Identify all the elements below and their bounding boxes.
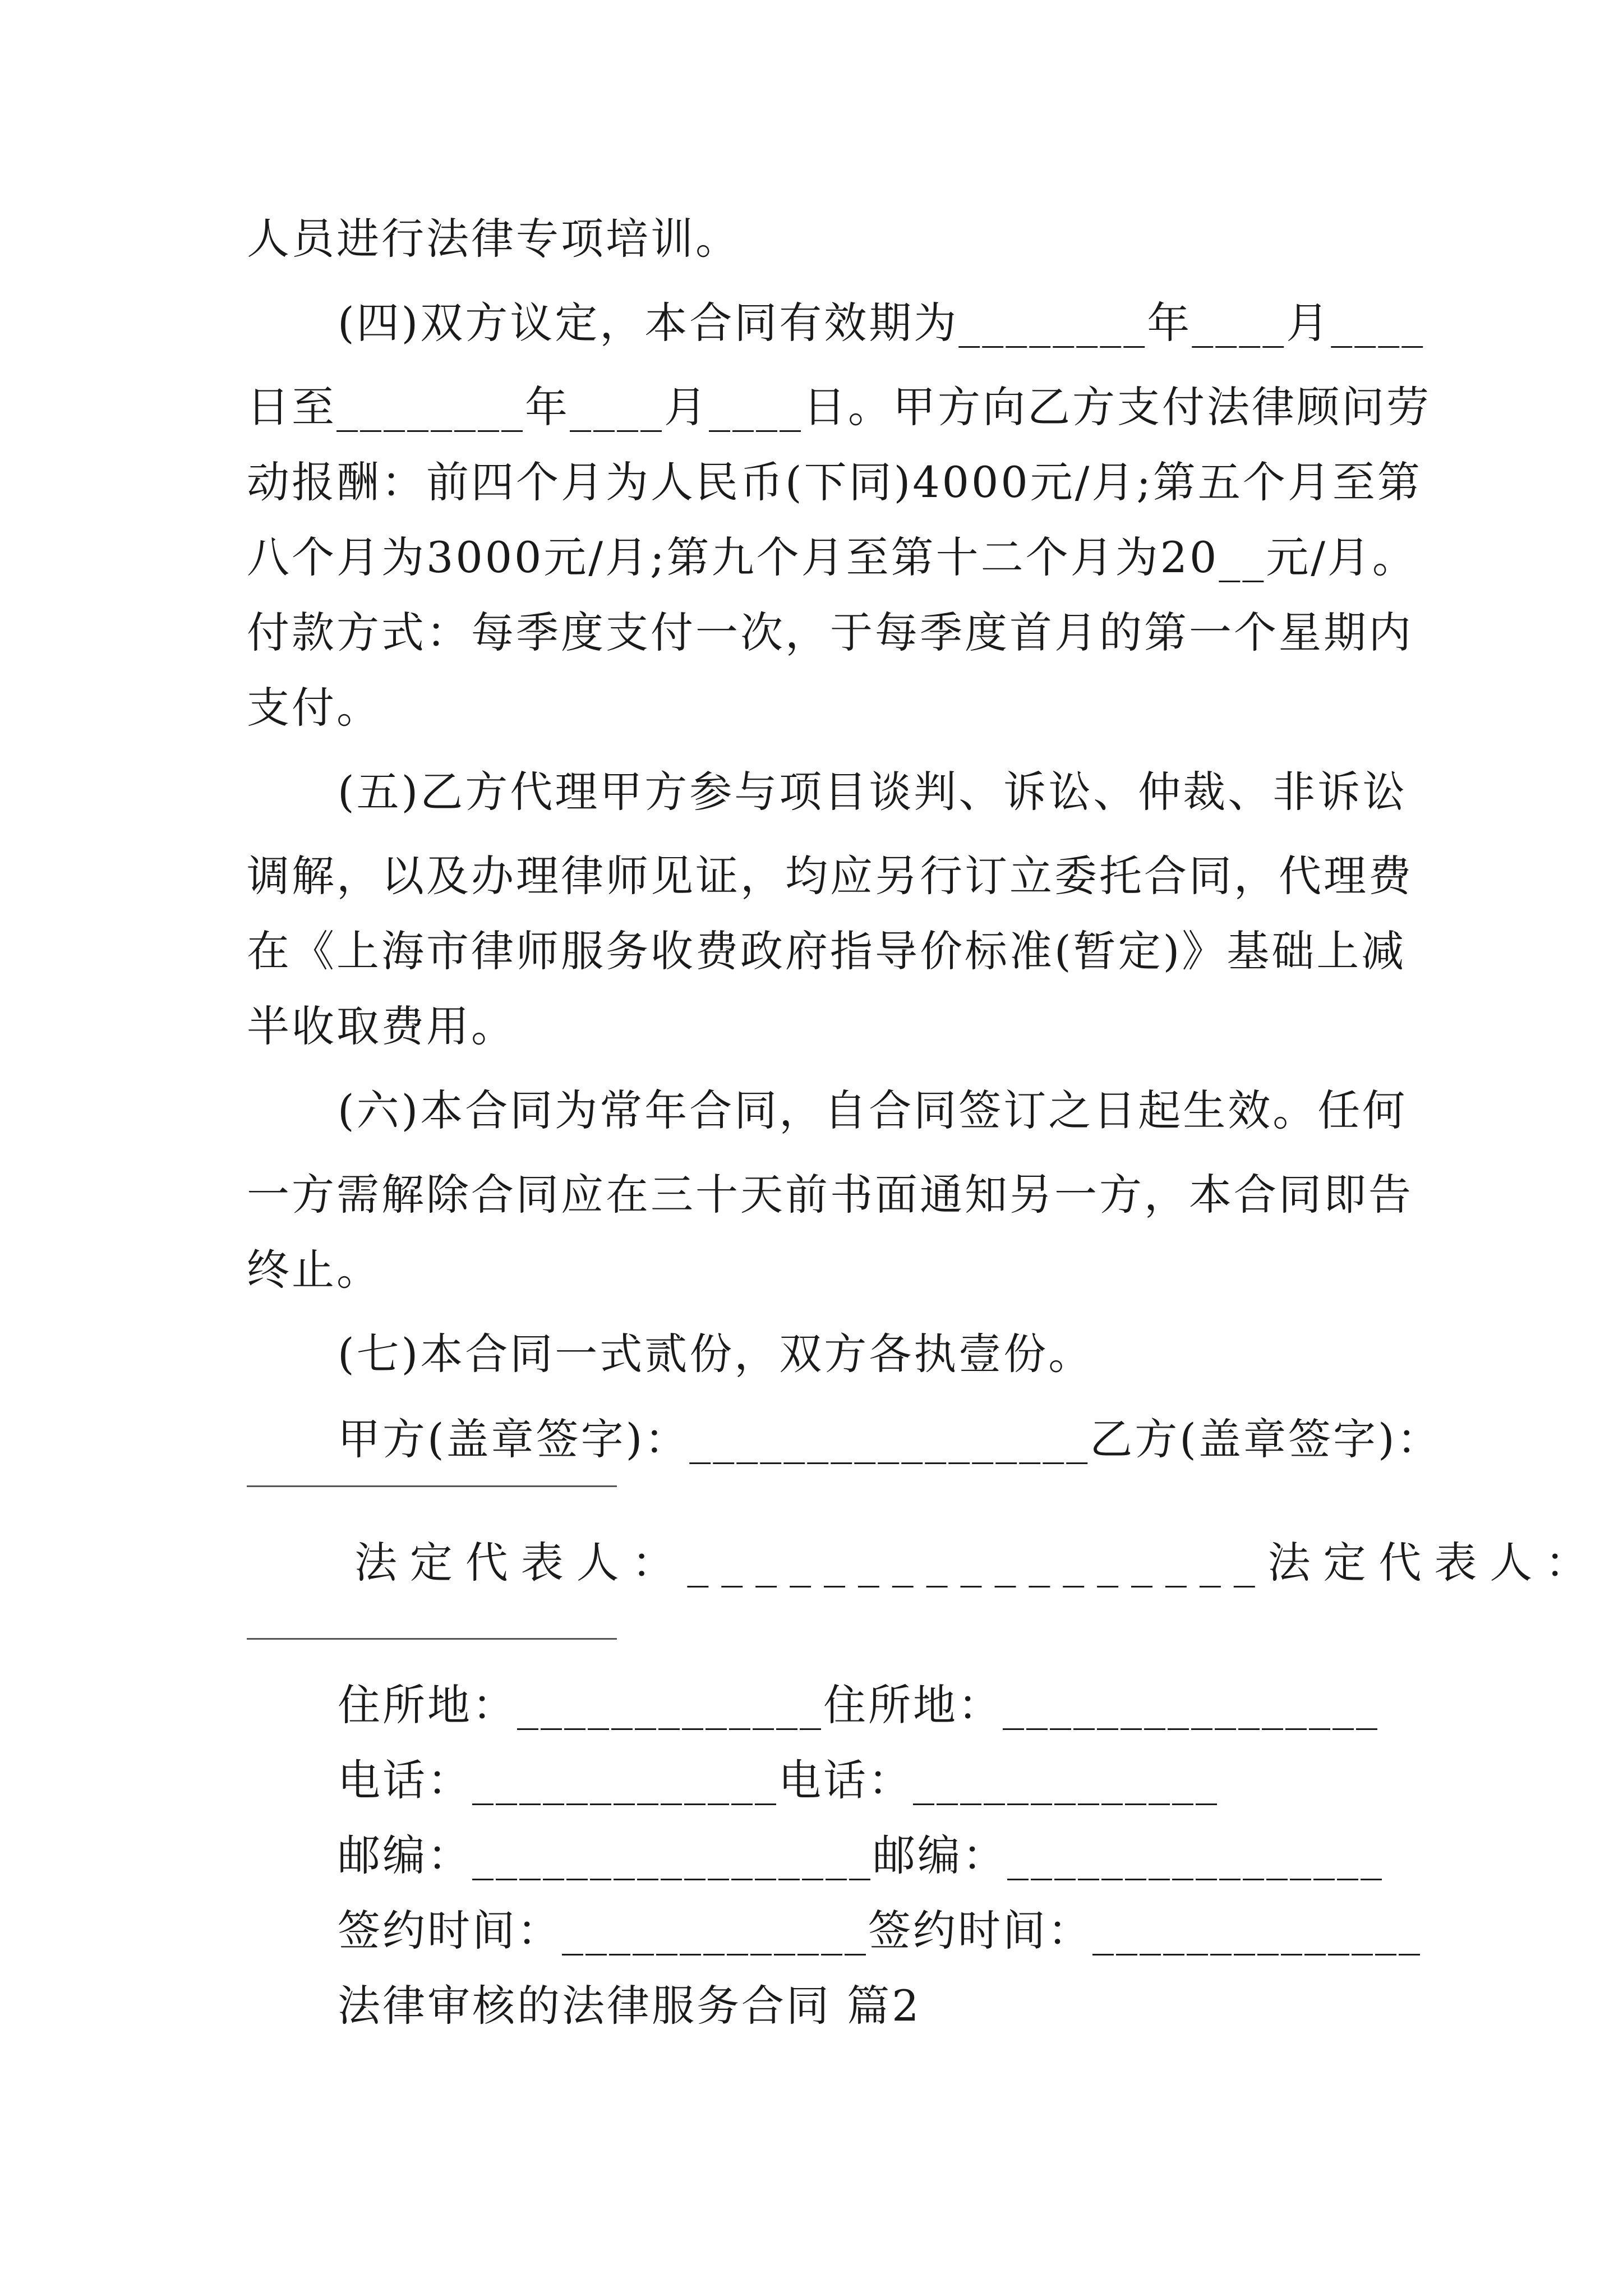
continuation-blank-rule xyxy=(247,1485,617,1487)
text-line: 动报酬：前四个月为人民币(下同)4000元/月;第五个月至第 xyxy=(247,457,1422,507)
signature-line-party-a-b: 甲方(盖章签字)：_________________乙方(盖章签字)： xyxy=(338,1414,1442,1464)
text-line: 人员进行法律专项培训。 xyxy=(247,214,740,264)
continuation-blank-rule xyxy=(247,1638,617,1640)
text-line: (六)本合同为常年合同，自合同签订之日起生效。任何 xyxy=(338,1085,1408,1135)
signature-line-representative: 法定代表人：_________________法定代表人： xyxy=(354,1538,1601,1588)
text-line: 调解，以及办理律师见证，均应另行订立委托合同，代理费 xyxy=(247,851,1413,901)
text-line: 半收取费用。 xyxy=(247,1001,516,1051)
signature-line-sign-date: 签约时间：_____________签约时间：______________ xyxy=(338,1906,1422,1955)
text-line: 日至________年____月____日。甲方向乙方支付法律顾问劳 xyxy=(247,382,1431,432)
text-line: 一方需解除合同应在三十天前书面通知另一方，本合同即告 xyxy=(247,1170,1413,1220)
text-line: 终止。 xyxy=(247,1245,381,1295)
text-line: (五)乙方代理甲方参与项目谈判、诉讼、仲裁、非诉讼 xyxy=(338,767,1408,817)
signature-line-phone: 电话：_____________电话：_____________ xyxy=(338,1755,1219,1805)
signature-line-address: 住所地：_____________住所地：________________ xyxy=(338,1680,1380,1730)
signature-line-postcode: 邮编：_________________邮编：________________ xyxy=(338,1830,1384,1880)
text-line: 支付。 xyxy=(247,683,381,733)
section-heading: 法律审核的法律服务合同 篇2 xyxy=(338,1981,921,2031)
text-line: 付款方式：每季度支付一次，于每季度首月的第一个星期内 xyxy=(247,608,1413,657)
text-line: (四)双方议定，本合同有效期为________年____月____ xyxy=(338,298,1426,348)
text-line: 在《上海市律师服务收费政府指导价标准(暂定)》基础上减 xyxy=(247,926,1407,976)
text-line: 八个月为3000元/月;第九个月至第十二个月为20__元/月。 xyxy=(247,532,1417,582)
text-line: (七)本合同一式贰份，双方各执壹份。 xyxy=(338,1329,1094,1379)
